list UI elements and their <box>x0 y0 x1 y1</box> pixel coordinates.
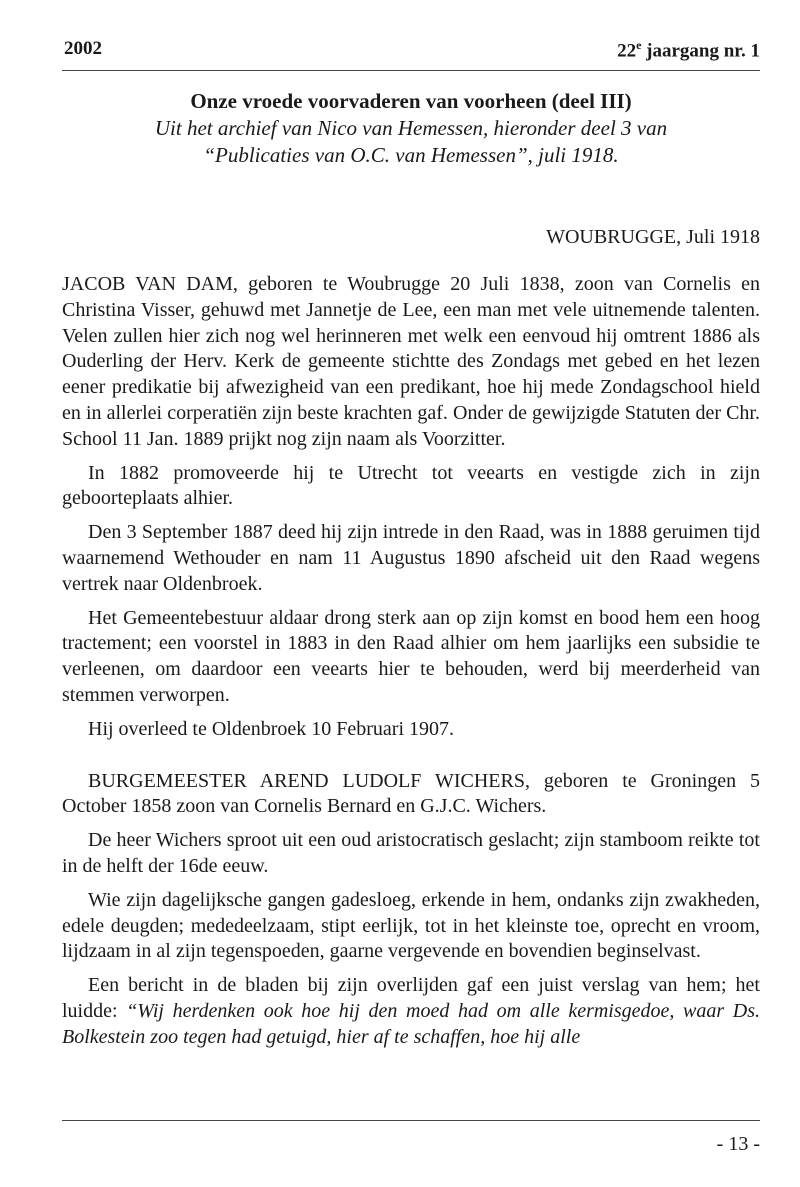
place-date-line: WOUBRUGGE, Juli 1918 <box>546 226 760 248</box>
paragraph: De heer Wichers sproot uit een oud aristocratisch geslacht; zijn stamboom reikte tot in de helft der 16de eeuw. <box>62 829 760 877</box>
header-volume <box>617 38 760 62</box>
header-rule <box>62 70 760 71</box>
page-header <box>64 38 760 62</box>
article-body <box>62 272 760 1059</box>
volume-rest: jaargang nr. 1 <box>641 40 760 62</box>
paragraph-arend-ludolf-wichers: BURGEMEESTER AREND LUDOLF WICHERS, geboren te Groningen 5 October 1858 zoon van Cornelis Bernard en G.J.C. Wichers. <box>62 769 760 818</box>
paragraph: Het Gemeentebestuur aldaar drong sterk aan op zijn komst en bood hem een hoog tractement; een voorstel in 1883 in den Raad alhier om hem jaarlijks een subsidie te verleenen, om daardoor een veearts hier te behouden, werd bij meerderheid van stemmen verworpen. <box>62 606 760 706</box>
volume-ordinal: 22 <box>617 40 637 62</box>
paragraph-jacob-van-dam: JACOB VAN DAM, geboren te Woubrugge 20 Juli 1838, zoon van Cornelis en Christina Visser, gehuwd met Jannetje de Lee, een man met vele uitnemende talenten. Velen zullen hier zich nog wel herinneren met welk een eenvoud hij omtrent 1886 als Ouderling der Herv. Kerk de gemeente stichtte des Zondags met gebed en het lezen eener predikatie bij afwezigheid van een predikant, hoe hij mede Zondagschool hield en in allerlei corperatiën zijn beste krachten gaf. Onder de gewijzigde Statuten der Chr. School 11 Jan. 1889 prijkt nog zijn naam als Voorzitter. <box>62 273 760 450</box>
footer-rule <box>62 1120 760 1121</box>
paragraph: In 1882 promoveerde hij te Utrecht tot veearts en vestigde zich in zijn geboorteplaats alhier. <box>62 461 760 510</box>
paragraph: Wie zijn dagelijksche gangen gadesloeg, erkende in hem, ondanks zijn zwakheden, edele deugden; mededeelzaam, stipt eerlijk, tot in het kleinste toe, oprecht en vroom, lijdzaam in al zijn tegenspoeden, gaarne vergevende en bovendien beginselvast. <box>62 888 760 963</box>
paragraph-with-quote <box>62 973 760 1050</box>
paragraph: Den 3 September 1887 deed hij zijn intrede in den Raad, was in 1888 geruimen tijd waarnemend Wethouder en nam 11 Augustus 1890 afscheid uit den Raad wegens vertrek naar Oldenbroek. <box>62 521 760 595</box>
header-year: 2002 <box>64 38 102 59</box>
article-subtitle-line-1: Uit het archief van Nico van Hemessen, hieronder deel 3 van <box>154 116 668 140</box>
article-subtitle-line-2: “Publicaties van O.C. van Hemessen”, juli 1918. <box>203 143 619 167</box>
article-title: Onze vroede voorvaderen van voorheen (deel III) <box>190 89 632 113</box>
paragraph: Hij overleed te Oldenbroek 10 Februari 1907. <box>88 717 455 740</box>
newspaper-quote: “Wij herdenken ook hoe hij den moed had om alle kermisgedoe, waar Ds. Bolkestein zoo tegen had getuigd, hier af te schaffen, hoe hij alle <box>62 999 761 1048</box>
page-number: - 13 - <box>716 1133 760 1155</box>
paragraph-lead-text: Een bericht in de bladen bij zijn overlijden gaf een juist verslag van hem; het luidde: <box>62 974 760 1022</box>
article-title-block <box>62 88 760 169</box>
volume-superscript: e <box>636 38 642 52</box>
